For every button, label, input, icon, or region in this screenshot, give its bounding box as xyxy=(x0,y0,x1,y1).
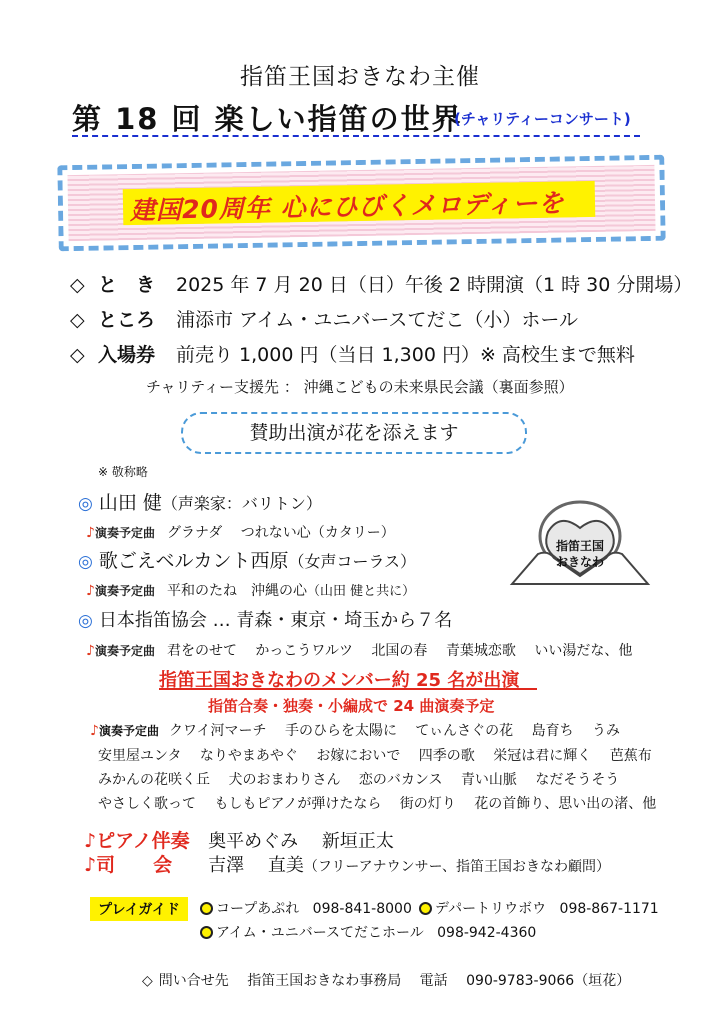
performer-name: 日本指笛協会 … 青森・東京・埼玉から７名 xyxy=(98,610,453,631)
info-ticket xyxy=(70,340,635,367)
role-label: 司 会 xyxy=(96,854,173,876)
members-songs-line-3: みかんの花咲く丘 犬のおまわりさん 恋のバカンス 青い山脈 なだそうそう xyxy=(98,772,620,788)
members-songs-line-4: やさしく歌って もしもピアノが弾けたなら 街の灯り 花の首飾り、思い出の渚、他 xyxy=(98,796,657,812)
place-value: 浦添市 アイム・ユニバースてだこ（小）ホール xyxy=(176,309,579,331)
contact-text: 問い合せ先 指笛王国おきなわ事務局 電話 090-9783-9066（垣花） xyxy=(158,973,631,989)
members-title-underline xyxy=(159,688,537,690)
performer-3 xyxy=(78,606,452,632)
logo-hands-icon xyxy=(508,492,652,592)
members-songs-line-1 xyxy=(90,720,620,740)
double-circle-icon: ◎ xyxy=(78,494,93,514)
honorific-note: ※ 敬称略 xyxy=(98,465,148,479)
music-note-icon: ♪ xyxy=(86,643,95,659)
program-label: 演奏予定曲 xyxy=(94,584,155,598)
logo-text-line1: 指笛王国 xyxy=(555,539,605,553)
performer-detail: （声楽家：バリトン） xyxy=(161,494,322,513)
program-label: 演奏予定曲 xyxy=(98,724,159,738)
shop-name: アイム・ユニバースてだこホール xyxy=(216,925,424,941)
circle-bullet-icon xyxy=(200,926,213,939)
program-note: （山田 健と共に） xyxy=(306,584,416,599)
double-circle-icon: ◎ xyxy=(78,611,93,631)
performer-3-program xyxy=(86,640,632,660)
music-note-icon: ♪ xyxy=(84,830,97,852)
program-songs: 平和のたね 沖縄の心 xyxy=(166,583,307,599)
contact-info xyxy=(142,970,630,990)
performer-1-program xyxy=(86,522,395,542)
theme-banner xyxy=(57,155,665,252)
role-value: 吉澤 直美 xyxy=(208,855,304,876)
sponsor-heading: 賛助出演が花を添えます xyxy=(181,412,527,454)
shop-name: デパートリウボウ xyxy=(435,901,547,917)
date-value: 2025 年 7 月 20 日（日）午後 2 時開演（1 時 30 分開場） xyxy=(176,274,693,296)
diamond-icon: ◇ xyxy=(70,344,85,366)
place-label: ところ xyxy=(98,309,156,331)
song-list: クワイ河マーチ 手のひらを太陽に てぃんさぐの花 島育ち うみ xyxy=(168,723,621,739)
ticket-label: 入場券 xyxy=(98,344,156,366)
music-note-icon: ♪ xyxy=(90,723,99,739)
ticket-value: 前売り 1,000 円（当日 1,300 円）※ 高校生まで無料 xyxy=(176,344,635,366)
diamond-icon: ◇ xyxy=(70,309,85,331)
shop-phone: 098-841-8000 xyxy=(312,901,412,917)
performer-name: 歌ごえベルカント西原 xyxy=(98,550,289,572)
info-place xyxy=(70,305,578,332)
role-mc xyxy=(84,850,610,877)
role-note: （フリーアナウンサー、指笛王国おきなわ顧問） xyxy=(303,859,611,875)
circle-bullet-icon xyxy=(200,902,213,915)
music-note-icon: ♪ xyxy=(86,583,95,599)
performer-name: 山田 健 xyxy=(98,492,162,514)
title-underline xyxy=(72,135,640,137)
circle-bullet-icon xyxy=(419,902,432,915)
double-circle-icon: ◎ xyxy=(78,552,93,572)
members-title: 指笛王国おきなわのメンバー約 25 名が出演 xyxy=(159,670,520,691)
program-songs: グラナダ つれない心（カタリー） xyxy=(166,525,395,541)
page-subtitle: (チャリティーコンサート) xyxy=(454,110,631,128)
diamond-icon: ◇ xyxy=(70,274,85,296)
banner-text: 建国20周年 心にひびくメロディーを xyxy=(129,188,565,226)
play-guide-item-2 xyxy=(419,898,659,918)
date-label: と き xyxy=(98,274,156,296)
info-date xyxy=(70,270,692,297)
performer-2-program xyxy=(86,580,415,600)
members-subtitle: 指笛合奏・独奏・小編成で 24 曲演奏予定 xyxy=(208,697,495,715)
logo-text-line2: おきなわ xyxy=(555,555,605,569)
charity-support: チャリティー支援先 ： 沖縄こどもの未来県民会議（裏面参照） xyxy=(146,378,574,396)
music-note-icon: ♪ xyxy=(84,854,97,876)
performer-1 xyxy=(78,488,322,515)
performer-detail: （女声コーラス） xyxy=(288,552,416,571)
page-title: 第 18 回 楽しい指笛の世界 xyxy=(72,102,463,136)
organizer-line: 指笛王国おきなわ主催 xyxy=(240,64,480,90)
role-piano xyxy=(84,826,394,853)
shop-name: コープあぷれ xyxy=(216,901,300,917)
members-songs-line-2: 安里屋ユンタ なりやまあやぐ お嫁においで 四季の歌 栄冠は君に輝く 芭蕉布 xyxy=(98,748,652,764)
role-value: 奥平めぐみ 新垣正太 xyxy=(208,831,394,852)
program-label: 演奏予定曲 xyxy=(94,644,155,658)
yubibue-kingdom-logo xyxy=(508,492,652,592)
role-label: ピアノ伴奏 xyxy=(96,830,190,852)
play-guide-label: プレイガイド xyxy=(90,897,188,921)
program-songs: 君をのせて かっこうワルツ 北国の春 青葉城恋歌 いい湯だな、他 xyxy=(166,643,633,659)
program-label: 演奏予定曲 xyxy=(94,526,155,540)
performer-2 xyxy=(78,546,416,573)
diamond-icon: ◇ xyxy=(142,973,153,989)
music-note-icon: ♪ xyxy=(86,525,95,541)
shop-phone: 098-942-4360 xyxy=(437,925,537,941)
play-guide-item-1 xyxy=(200,898,412,918)
shop-phone: 098-867-1171 xyxy=(559,901,659,917)
play-guide-item-3 xyxy=(200,922,536,942)
